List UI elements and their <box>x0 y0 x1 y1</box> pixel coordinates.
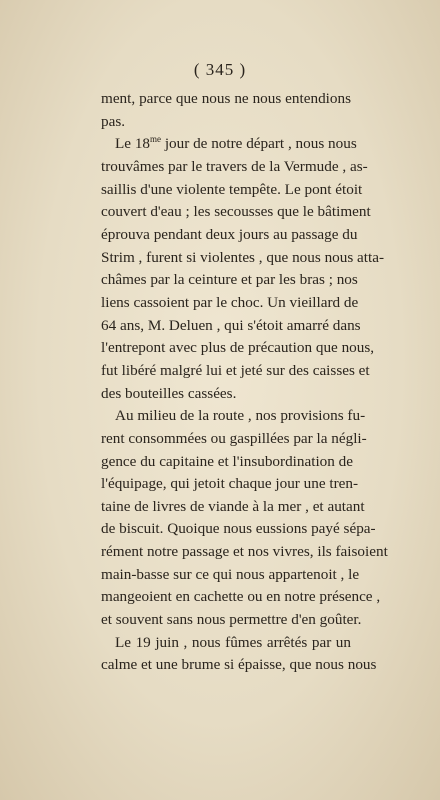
text-line: pas. <box>101 112 126 130</box>
text-line: de biscuit. Quoique nous eussions payé sépa- <box>101 520 376 538</box>
page-number: ( 345 ) <box>193 60 247 79</box>
text-line: et souvent sans nous permettre d'en goûter. <box>101 611 362 629</box>
text-line: calme et une brume si épaisse, que nous nous <box>101 656 377 674</box>
text-line: ment, parce que nous ne nous entendions <box>101 90 351 107</box>
text-line: couvert d'eau ; les secousses que le bâtiment <box>101 203 371 221</box>
text-line: l'équipage, qui jetoit chaque jour une tren- <box>101 475 359 493</box>
text-line: fut libéré malgré lui et jeté sur des caisses et <box>101 361 370 379</box>
ordinal-superscript: me <box>150 134 162 145</box>
text-line: trouvâmes par le travers de la Vermude , as- <box>101 157 368 175</box>
text-line: Le 19 juin , nous fûmes arrêtés par un <box>115 633 351 651</box>
text-line: rent consommées ou gaspillées par la négli- <box>101 429 367 447</box>
text-line: rément notre passage et nos vivres, ils faisoient <box>101 543 388 561</box>
text-line: liens cassoient par le choc. Un vieillard de <box>101 293 359 311</box>
text-line: 64 ans, M. Deluen , qui s'étoit amarré dans <box>101 316 361 334</box>
text-line: taine de livres de viande à la mer , et autant <box>101 497 365 515</box>
text-line: gence du capitaine et l'insubordination de <box>101 452 353 470</box>
text-line: châmes par la ceinture et par les bras ; nos <box>101 271 358 289</box>
body-text <box>101 88 388 677</box>
text-line: Le $18^{me}$ jour de notre départ , nous nous <box>115 134 357 153</box>
text-line: main-basse sur ce qui nous appartenoit , le <box>101 565 360 583</box>
text-line: éprouva pendant deux jours au passage du <box>101 225 358 243</box>
text-line: Strim , furent si violentes , que nous nous atta- <box>101 248 385 266</box>
text-line: des bouteilles cassées. <box>101 384 237 402</box>
text-line: l'entrepont avec plus de précaution que nous, <box>101 339 375 357</box>
text-line: Au milieu de la route , nos provisions fu- <box>115 407 366 425</box>
text-line: saillis d'une violente tempête. Le pont étoit <box>101 180 363 198</box>
text-line: mangeoient en cachette ou en notre présence , <box>101 588 381 606</box>
